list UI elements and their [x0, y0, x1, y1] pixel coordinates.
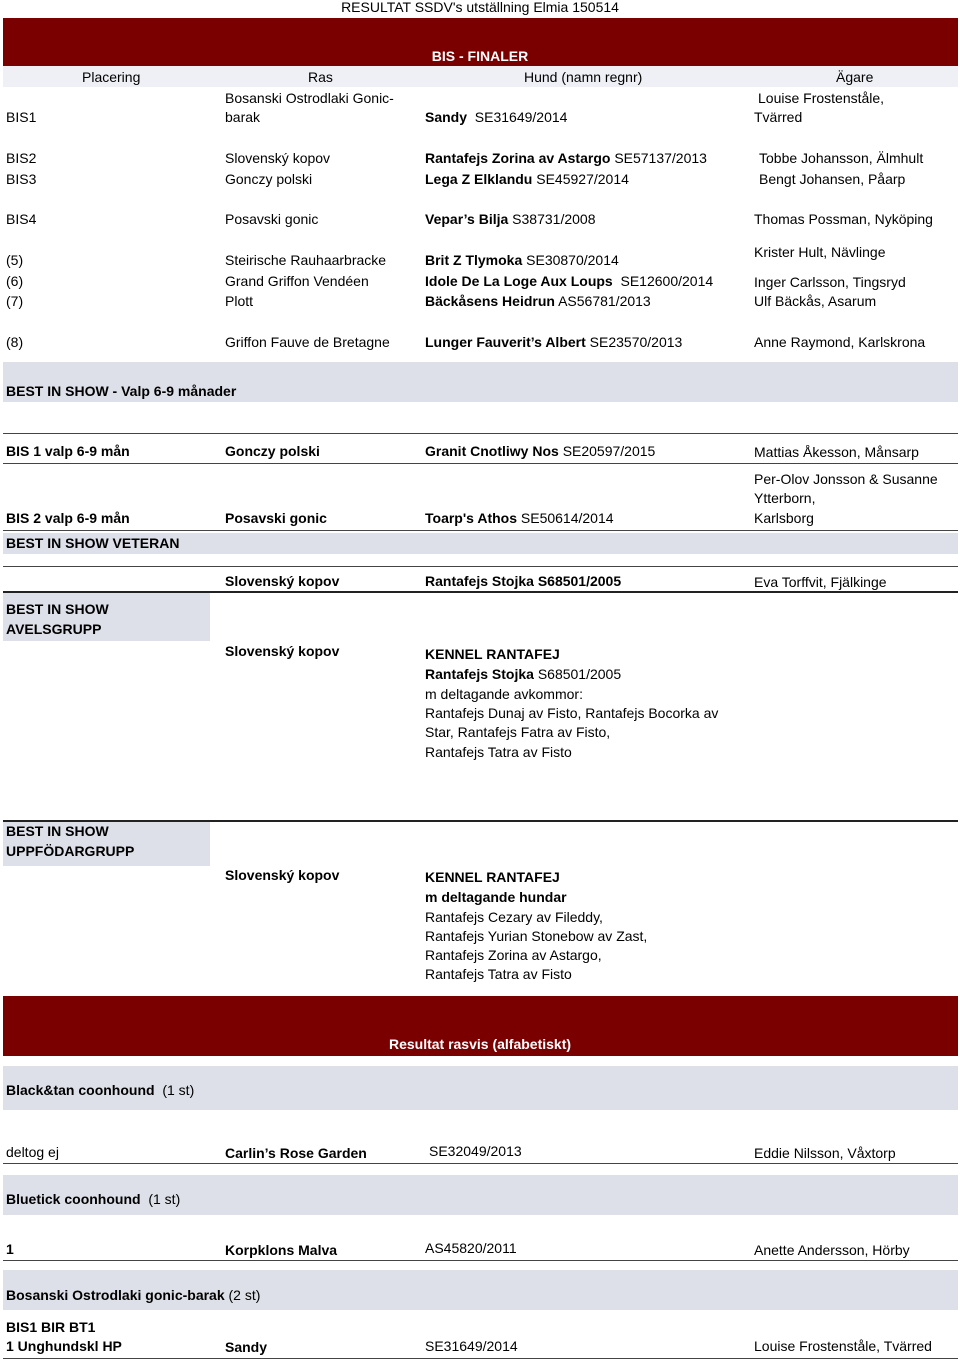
avelsgrupp-kennel: KENNEL RANTAFEJ: [425, 646, 560, 662]
avelsgrupp-line5: Star, Rantafejs Fatra av Fisto,: [425, 724, 611, 740]
breed-heading-black-tan: Black&tan coonhound (1 st): [6, 1082, 195, 1098]
col-header-ras: Ras: [308, 69, 333, 85]
entry-owner: Eddie Nilsson, Våxtorp: [754, 1145, 896, 1161]
row-5-dog: Brit Z Tlymoka SE30870/2014: [425, 252, 619, 268]
row-bis4-place: BIS4: [6, 211, 37, 227]
valp1-dog: Granit Cnotliwy Nos SE20597/2015: [425, 443, 656, 459]
row-8-place: (8): [6, 334, 24, 350]
row-bis4-dog: Vepar’s Bilja S38731/2008: [425, 211, 596, 227]
row-bis3-breed: Gonczy polski: [225, 171, 313, 187]
row-bis4-breed: Posavski gonic: [225, 211, 319, 227]
row-bis1-breed-line1: Bosanski Ostrodlaki Gonic-: [225, 90, 394, 106]
bis-veteran-heading: BEST IN SHOW VETERAN: [6, 535, 180, 551]
row-8-owner: Anne Raymond, Karlskrona: [754, 334, 926, 350]
row-bis3-owner: Bengt Johansen, Påarp: [759, 171, 906, 187]
row-5-breed: Steirische Rauhaarbracke: [225, 252, 387, 268]
divider: [3, 1163, 958, 1164]
breed-heading-bosanski: Bosanski Ostrodlaki gonic-barak (2 st): [6, 1287, 261, 1303]
row-6-dog: Idole De La Loge Aux Loups SE12600/2014: [425, 273, 714, 289]
divider: [3, 1358, 958, 1359]
entry-dog-reg: AS45820/2011: [425, 1240, 517, 1256]
valp2-breed: Posavski gonic: [225, 510, 327, 526]
valp1-owner: Mattias Åkesson, Månsarp: [754, 444, 919, 460]
uppfodargrupp-kennel: KENNEL RANTAFEJ: [425, 869, 560, 885]
uppfodargrupp-line4: Rantafejs Yurian Stonebow av Zast,: [425, 928, 648, 944]
row-bis3-place: BIS3: [6, 171, 37, 187]
uppfodargrupp-heading-line2: UPPFÖDARGRUPP: [6, 843, 135, 859]
uppfodargrupp-heading-line1: BEST IN SHOW: [6, 823, 109, 839]
valp1-place: BIS 1 valp 6-9 mån: [6, 443, 130, 459]
entry-place: deltog ej: [6, 1144, 59, 1160]
uppfodargrupp-line3: Rantafejs Cezary av Fileddy,: [425, 909, 603, 925]
row-bis1-owner-line2: Tvärred: [754, 109, 803, 125]
uppfodargrupp-line2: m deltagande hundar: [425, 889, 567, 905]
valp2-owner-line1: Per-Olov Jonsson & Susanne: [754, 471, 938, 487]
col-header-placering: Placering: [82, 69, 141, 85]
veteran-dog: Rantafejs Stojka S68501/2005: [425, 573, 622, 589]
bis-valp-heading: BEST IN SHOW - Valp 6-9 månader: [6, 383, 237, 399]
page-title: RESULTAT SSDV's utställning Elmia 150514: [341, 0, 619, 15]
row-bis2-dog: Rantafejs Zorina av Astargo SE57137/2013: [425, 150, 707, 166]
row-bis1-place: BIS1: [6, 109, 37, 125]
row-6-owner: Inger Carlsson, Tingsryd: [754, 274, 906, 290]
row-7-place: (7): [6, 293, 24, 309]
valp2-dog: Toarp's Athos SE50614/2014: [425, 510, 614, 526]
divider: [3, 530, 958, 531]
row-5-place: (5): [6, 252, 24, 268]
row-bis1-owner-line1: Louise Frostenståle,: [758, 90, 885, 106]
avelsgrupp-line6: Rantafejs Tatra av Fisto: [425, 744, 572, 760]
entry-place: 1: [6, 1241, 14, 1257]
valp2-place: BIS 2 valp 6-9 mån: [6, 510, 130, 526]
row-bis3-dog: Lega Z Elklandu SE45927/2014: [425, 171, 629, 187]
breed-heading-bluetick: Bluetick coonhound (1 st): [6, 1191, 181, 1207]
row-6-place: (6): [6, 273, 24, 289]
valp2-owner-line2: Ytterborn,: [754, 490, 816, 506]
entry-place-line1: BIS1 BIR BT1: [6, 1319, 96, 1335]
avelsgrupp-heading-line2: AVELSGRUPP: [6, 621, 102, 637]
row-bis1-breed-line2: barak: [225, 109, 261, 125]
row-8-dog: Lunger Fauverit’s Albert SE23570/2013: [425, 334, 683, 350]
row-8-breed: Griffon Fauve de Bretagne: [225, 334, 390, 350]
divider: [3, 1260, 958, 1261]
col-header-agare: Ägare: [836, 69, 874, 85]
row-7-dog: Bäckåsens Heidrun AS56781/2013: [425, 293, 651, 309]
entry-dog-name: Sandy: [225, 1339, 268, 1355]
divider: [3, 463, 958, 464]
avelsgrupp-line4: Rantafejs Dunaj av Fisto, Rantafejs Bocorka av: [425, 705, 719, 721]
row-bis2-breed: Slovenský kopov: [225, 150, 331, 166]
row-7-breed: Plott: [225, 293, 254, 309]
column-header-band: [3, 66, 958, 87]
uppfodargrupp-line5: Rantafejs Zorina av Astargo,: [425, 947, 602, 963]
bis-finals-heading: BIS - FINALER: [431, 48, 529, 64]
entry-dog-reg: SE32049/2013: [429, 1143, 522, 1159]
avelsgrupp-breed: Slovenský kopov: [225, 643, 340, 659]
entry-owner: Anette Andersson, Hörby: [754, 1242, 910, 1258]
entry-dog-name: Carlin’s Rose Garden: [225, 1145, 367, 1161]
valp2-owner-line3: Karlsborg: [754, 510, 814, 526]
row-bis1-dog: Sandy SE31649/2014: [425, 109, 568, 125]
row-bis2-owner: Tobbe Johansson, Älmhult: [759, 150, 924, 166]
entry-owner: Louise Frostenståle, Tvärred: [754, 1338, 932, 1354]
entry-dog-reg: SE31649/2014: [425, 1338, 518, 1354]
avelsgrupp-heading-line1: BEST IN SHOW: [6, 601, 109, 617]
row-7-owner: Ulf Bäckås, Asarum: [754, 293, 877, 309]
results-heading: Resultat rasvis (alfabetiskt): [388, 1036, 572, 1052]
veteran-owner: Eva Torffvit, Fjälkinge: [754, 574, 887, 590]
avelsgrupp-line3: m deltagande avkommor:: [425, 686, 583, 702]
valp1-breed: Gonczy polski: [225, 443, 320, 459]
veteran-breed: Slovenský kopov: [225, 573, 340, 589]
row-5-owner: Krister Hult, Nävlinge: [754, 244, 886, 260]
row-6-breed: Grand Griffon Vendéen: [225, 273, 369, 289]
row-bis4-owner: Thomas Possman, Nyköping: [754, 211, 933, 227]
uppfodargrupp-breed: Slovenský kopov: [225, 867, 340, 883]
entry-dog-name: Korpklons Malva: [225, 1242, 338, 1258]
divider: [3, 433, 958, 434]
col-header-hund: Hund (namn regnr): [524, 69, 643, 85]
uppfodargrupp-line6: Rantafejs Tatra av Fisto: [425, 966, 572, 982]
divider: [3, 566, 958, 567]
avelsgrupp-dog: Rantafejs Stojka S68501/2005: [425, 666, 622, 682]
entry-place-line2: 1 Unghundskl HP: [6, 1338, 122, 1354]
row-bis2-place: BIS2: [6, 150, 37, 166]
